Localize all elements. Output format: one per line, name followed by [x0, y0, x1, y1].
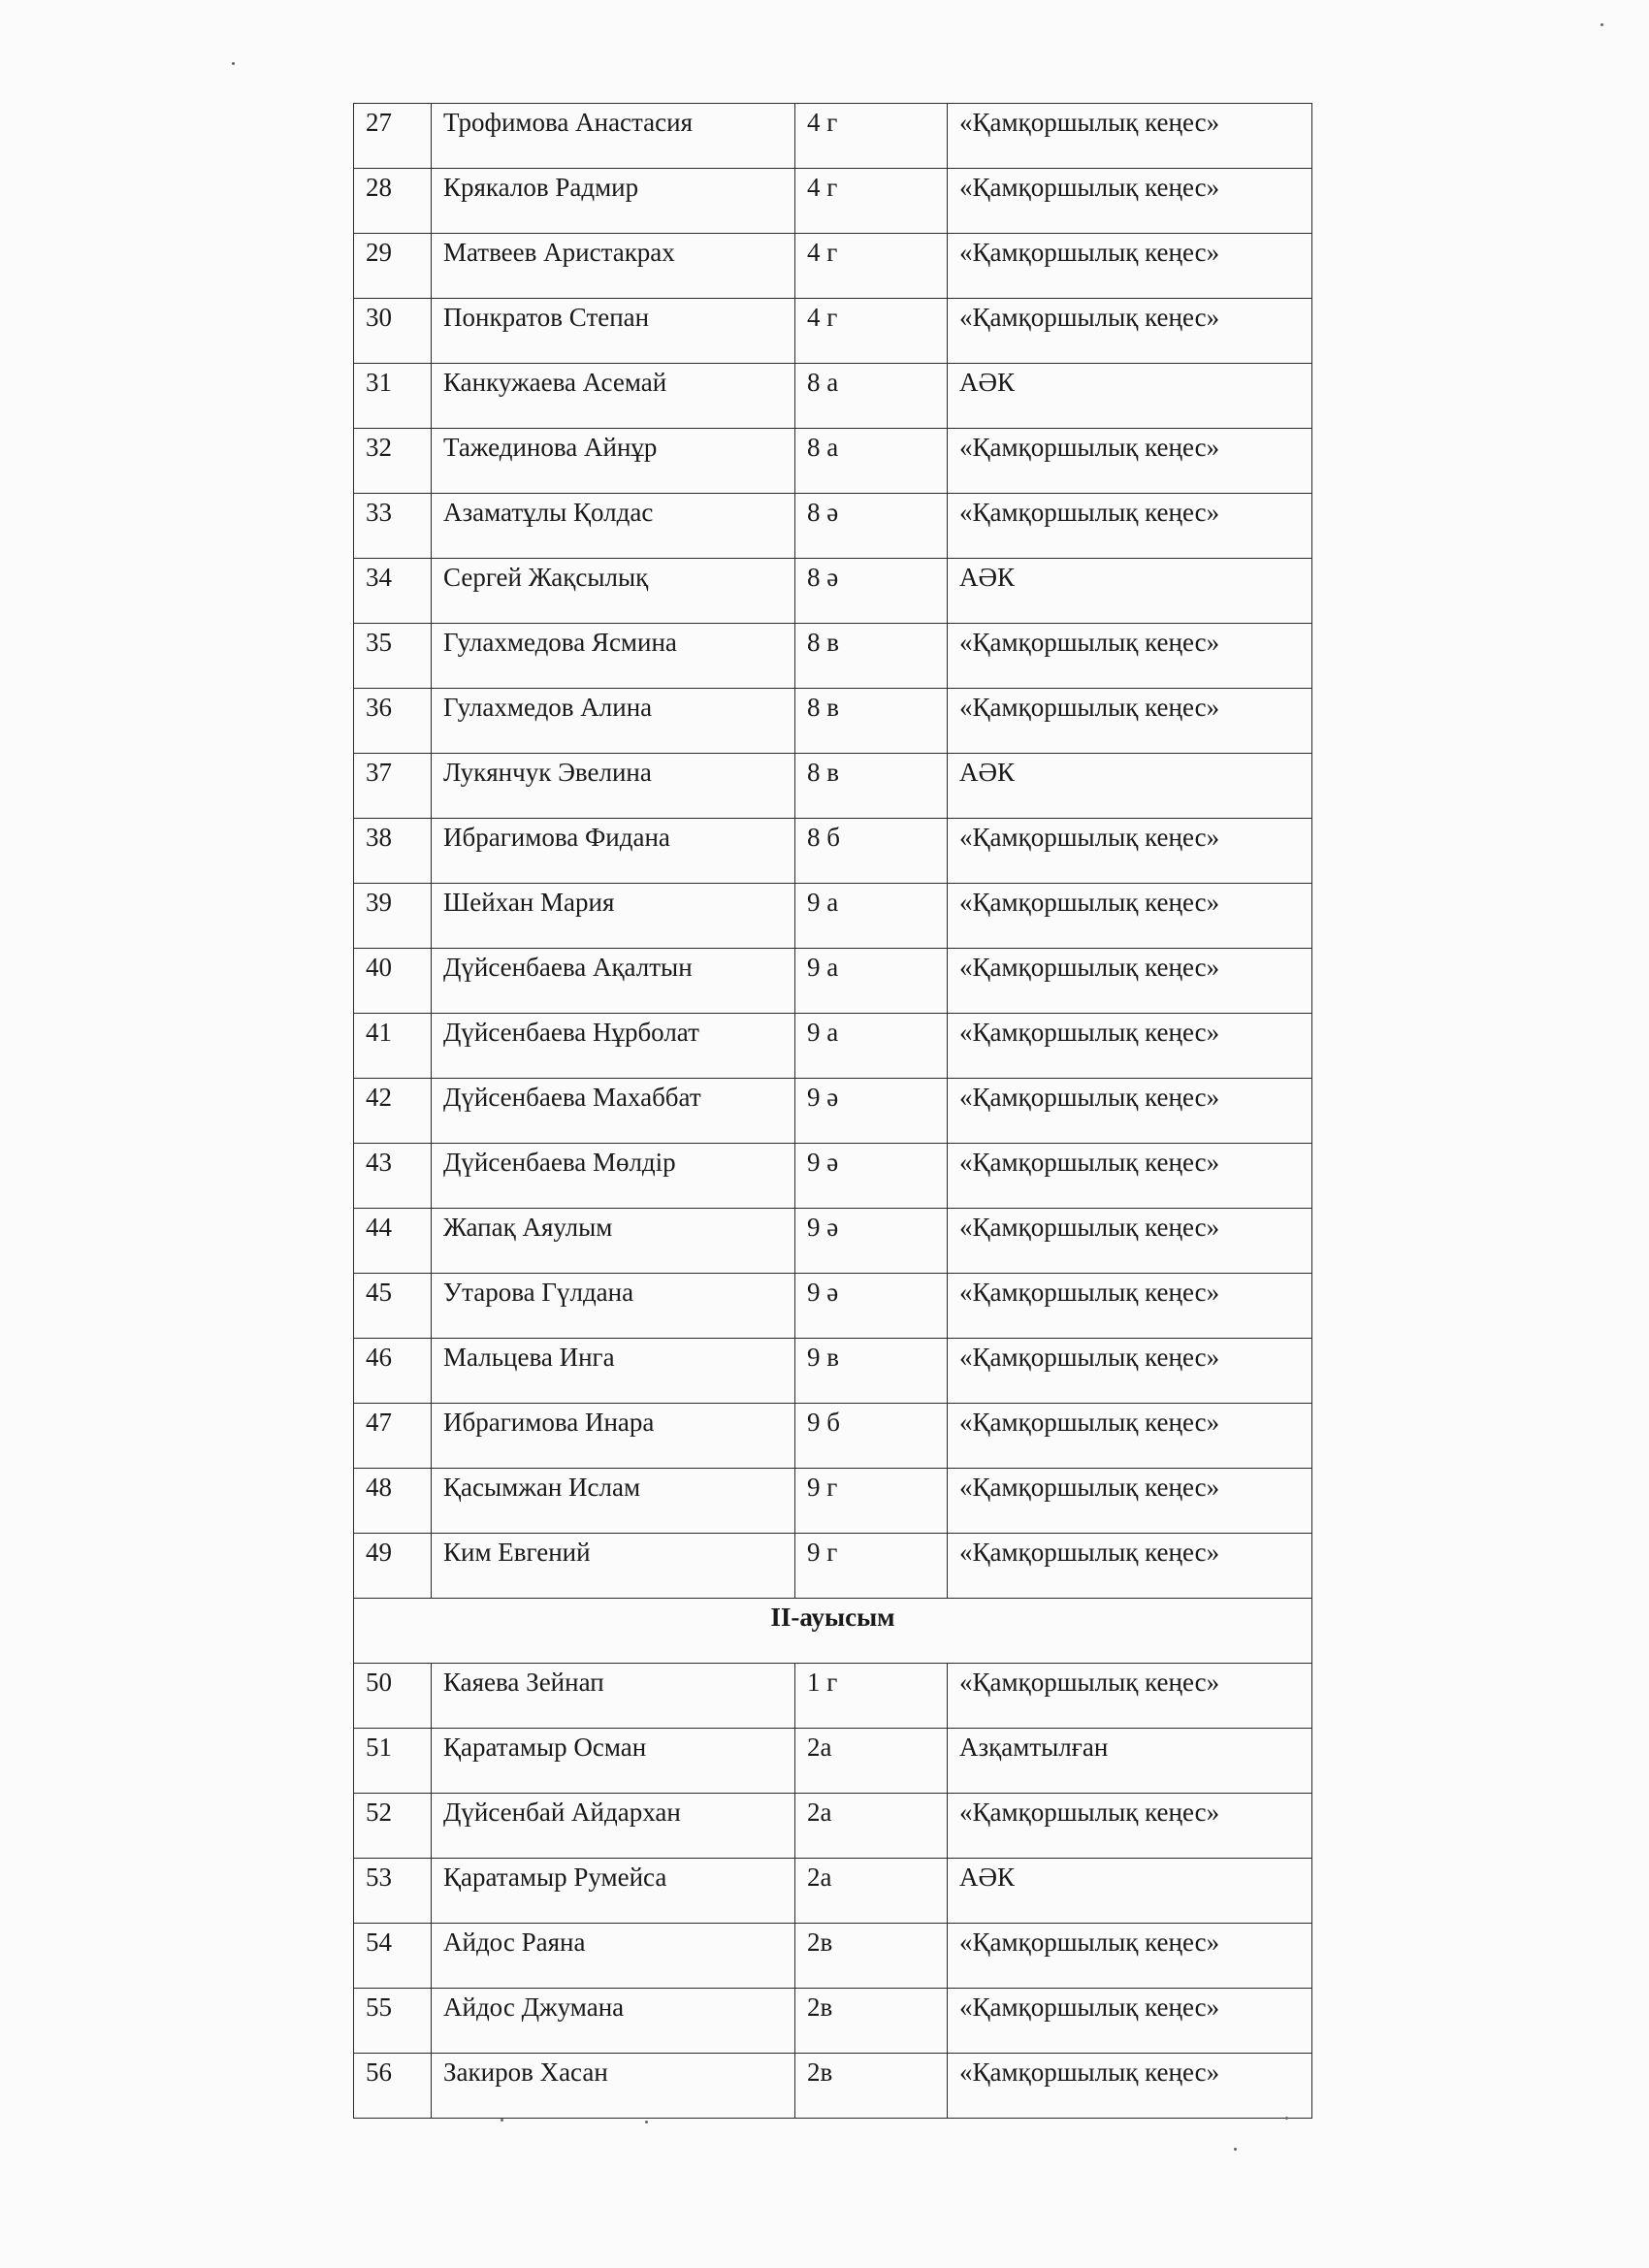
student-name: Дүйсенбаева Нұрболат [432, 1014, 795, 1079]
student-name: Трофимова Анастасия [432, 104, 795, 169]
row-number: 44 [354, 1209, 432, 1274]
row-number: 30 [354, 299, 432, 364]
class-name: 9 ә [795, 1144, 948, 1209]
status-category: АӘК [948, 1859, 1312, 1924]
table-row [354, 1664, 1312, 1729]
status-category: АӘК [948, 559, 1312, 624]
class-name: 8 в [795, 754, 948, 819]
student-name: Дүйсенбаева Мөлдір [432, 1144, 795, 1209]
student-name: Каяева Зейнап [432, 1664, 795, 1729]
row-number: 35 [354, 624, 432, 689]
table-row [354, 1274, 1312, 1339]
student-name: Лукянчук Эвелина [432, 754, 795, 819]
row-number: 49 [354, 1534, 432, 1599]
table-row [354, 624, 1312, 689]
row-number: 55 [354, 1989, 432, 2054]
status-category: «Қамқоршылық кеңес» [948, 1404, 1312, 1469]
class-name: 9 ә [795, 1209, 948, 1274]
class-name: 4 г [795, 299, 948, 364]
table-row [354, 169, 1312, 234]
row-number: 39 [354, 884, 432, 949]
row-number: 36 [354, 689, 432, 754]
shift-header-group [354, 1599, 1312, 1664]
status-category: «Қамқоршылық кеңес» [948, 819, 1312, 884]
student-name: Жапақ Аяулым [432, 1209, 795, 1274]
student-name: Мальцева Инга [432, 1339, 795, 1404]
status-category: «Қамқоршылық кеңес» [948, 1924, 1312, 1989]
status-category: «Қамқоршылық кеңес» [948, 494, 1312, 559]
class-name: 2а [795, 1729, 948, 1794]
row-number: 27 [354, 104, 432, 169]
row-number: 34 [354, 559, 432, 624]
table-row [354, 1729, 1312, 1794]
table-row [354, 299, 1312, 364]
student-name: Қаратамыр Осман [432, 1729, 795, 1794]
status-category: «Қамқоршылық кеңес» [948, 1664, 1312, 1729]
status-category: «Қамқоршылық кеңес» [948, 1534, 1312, 1599]
status-category: АӘК [948, 754, 1312, 819]
class-name: 4 г [795, 169, 948, 234]
row-number: 43 [354, 1144, 432, 1209]
student-name: Ибрагимова Фидана [432, 819, 795, 884]
status-category: «Қамқоршылық кеңес» [948, 1989, 1312, 2054]
status-category: «Қамқоршылық кеңес» [948, 1014, 1312, 1079]
status-category: «Қамқоршылық кеңес» [948, 1209, 1312, 1274]
student-name: Айдос Раяна [432, 1924, 795, 1989]
table-row [354, 1859, 1312, 1924]
student-name: Канкужаева Асемай [432, 364, 795, 429]
table-row [354, 1534, 1312, 1599]
status-category: «Қамқоршылық кеңес» [948, 1339, 1312, 1404]
table-row [354, 1339, 1312, 1404]
table-row [354, 754, 1312, 819]
class-name: 2а [795, 1859, 948, 1924]
student-name: Дүйсенбай Айдархан [432, 1794, 795, 1859]
student-name: Понкратов Степан [432, 299, 795, 364]
row-number: 29 [354, 234, 432, 299]
table-row [354, 234, 1312, 299]
status-category: «Қамқоршылық кеңес» [948, 1144, 1312, 1209]
student-name: Матвеев Аристакрах [432, 234, 795, 299]
row-number: 48 [354, 1469, 432, 1534]
status-category: «Қамқоршылық кеңес» [948, 689, 1312, 754]
class-name: 9 а [795, 884, 948, 949]
row-number: 52 [354, 1794, 432, 1859]
status-category: АӘК [948, 364, 1312, 429]
class-name: 2в [795, 1989, 948, 2054]
row-number: 50 [354, 1664, 432, 1729]
student-name: Сергей Жақсылық [432, 559, 795, 624]
student-name: Шейхан Мария [432, 884, 795, 949]
status-category: «Қамқоршылық кеңес» [948, 884, 1312, 949]
class-name: 4 г [795, 234, 948, 299]
status-category: «Қамқоршылық кеңес» [948, 234, 1312, 299]
status-category: «Қамқоршылық кеңес» [948, 299, 1312, 364]
row-number: 31 [354, 364, 432, 429]
class-name: 8 а [795, 429, 948, 494]
class-name: 8 ә [795, 559, 948, 624]
status-category: «Қамқоршылық кеңес» [948, 1274, 1312, 1339]
table-row [354, 1079, 1312, 1144]
class-name: 9 г [795, 1469, 948, 1534]
status-category: «Қамқоршылық кеңес» [948, 169, 1312, 234]
row-number: 42 [354, 1079, 432, 1144]
student-name: Қаратамыр Румейса [432, 1859, 795, 1924]
class-name: 8 б [795, 819, 948, 884]
class-name: 9 а [795, 1014, 948, 1079]
table-row [354, 1989, 1312, 2054]
table-row [354, 1469, 1312, 1534]
class-name: 9 в [795, 1339, 948, 1404]
table-row [354, 819, 1312, 884]
table-row [354, 1209, 1312, 1274]
student-name: Тажединова Айнұр [432, 429, 795, 494]
table-row [354, 1014, 1312, 1079]
class-name: 4 г [795, 104, 948, 169]
class-name: 8 ә [795, 494, 948, 559]
table-row [354, 1924, 1312, 1989]
student-name: Дүйсенбаева Ақалтын [432, 949, 795, 1014]
student-name: Қасымжан Ислам [432, 1469, 795, 1534]
status-category: «Қамқоршылық кеңес» [948, 1469, 1312, 1534]
row-number: 53 [354, 1859, 432, 1924]
table-row [354, 104, 1312, 169]
status-category: «Қамқоршылық кеңес» [948, 949, 1312, 1014]
class-name: 2в [795, 1924, 948, 1989]
table-row [354, 1794, 1312, 1859]
row-number: 33 [354, 494, 432, 559]
table-row [354, 559, 1312, 624]
row-number: 51 [354, 1729, 432, 1794]
row-number: 54 [354, 1924, 432, 1989]
status-category: «Қамқоршылық кеңес» [948, 1079, 1312, 1144]
student-name: Айдос Джумана [432, 1989, 795, 2054]
student-name: Ким Евгений [432, 1534, 795, 1599]
class-name: 2а [795, 1794, 948, 1859]
student-roster-table [353, 103, 1312, 2119]
table-row [354, 429, 1312, 494]
class-name: 8 в [795, 624, 948, 689]
table-row [354, 1144, 1312, 1209]
row-number: 46 [354, 1339, 432, 1404]
student-name: Дүйсенбаева Махаббат [432, 1079, 795, 1144]
class-name: 2в [795, 2054, 948, 2119]
class-name: 9 б [795, 1404, 948, 1469]
status-category: «Қамқоршылық кеңес» [948, 624, 1312, 689]
table-row [354, 494, 1312, 559]
student-name: Азаматұлы Қолдас [432, 494, 795, 559]
row-number: 45 [354, 1274, 432, 1339]
row-number: 47 [354, 1404, 432, 1469]
student-name: Гулахмедова Ясмина [432, 624, 795, 689]
class-name: 9 ә [795, 1079, 948, 1144]
table-row [354, 689, 1312, 754]
status-category: «Қамқоршылық кеңес» [948, 2054, 1312, 2119]
row-number: 28 [354, 169, 432, 234]
class-name: 8 а [795, 364, 948, 429]
class-name: 9 а [795, 949, 948, 1014]
class-name: 1 г [795, 1664, 948, 1729]
class-name: 9 г [795, 1534, 948, 1599]
table-row [354, 1404, 1312, 1469]
row-number: 41 [354, 1014, 432, 1079]
status-category: «Қамқоршылық кеңес» [948, 429, 1312, 494]
student-name: Закиров Хасан [432, 2054, 795, 2119]
table-row [354, 884, 1312, 949]
class-name: 8 в [795, 689, 948, 754]
status-category: Азқамтылған [948, 1729, 1312, 1794]
table-row [354, 364, 1312, 429]
status-category: «Қамқоршылық кеңес» [948, 1794, 1312, 1859]
table-row [354, 949, 1312, 1014]
class-name: 9 ә [795, 1274, 948, 1339]
table-row [354, 2054, 1312, 2119]
student-name: Утарова Гүлдана [432, 1274, 795, 1339]
status-category: «Қамқоршылық кеңес» [948, 104, 1312, 169]
row-number: 56 [354, 2054, 432, 2119]
roster-rows-second-shift [354, 1664, 1312, 2119]
student-name: Гулахмедов Алина [432, 689, 795, 754]
shift-header-row [354, 1599, 1312, 1664]
row-number: 38 [354, 819, 432, 884]
row-number: 32 [354, 429, 432, 494]
roster-rows-first-shift [354, 104, 1312, 1599]
row-number: 40 [354, 949, 432, 1014]
row-number: 37 [354, 754, 432, 819]
student-name: Ибрагимова Инара [432, 1404, 795, 1469]
student-name: Крякалов Радмир [432, 169, 795, 234]
shift-title: ІІ-ауысым [354, 1599, 1312, 1664]
